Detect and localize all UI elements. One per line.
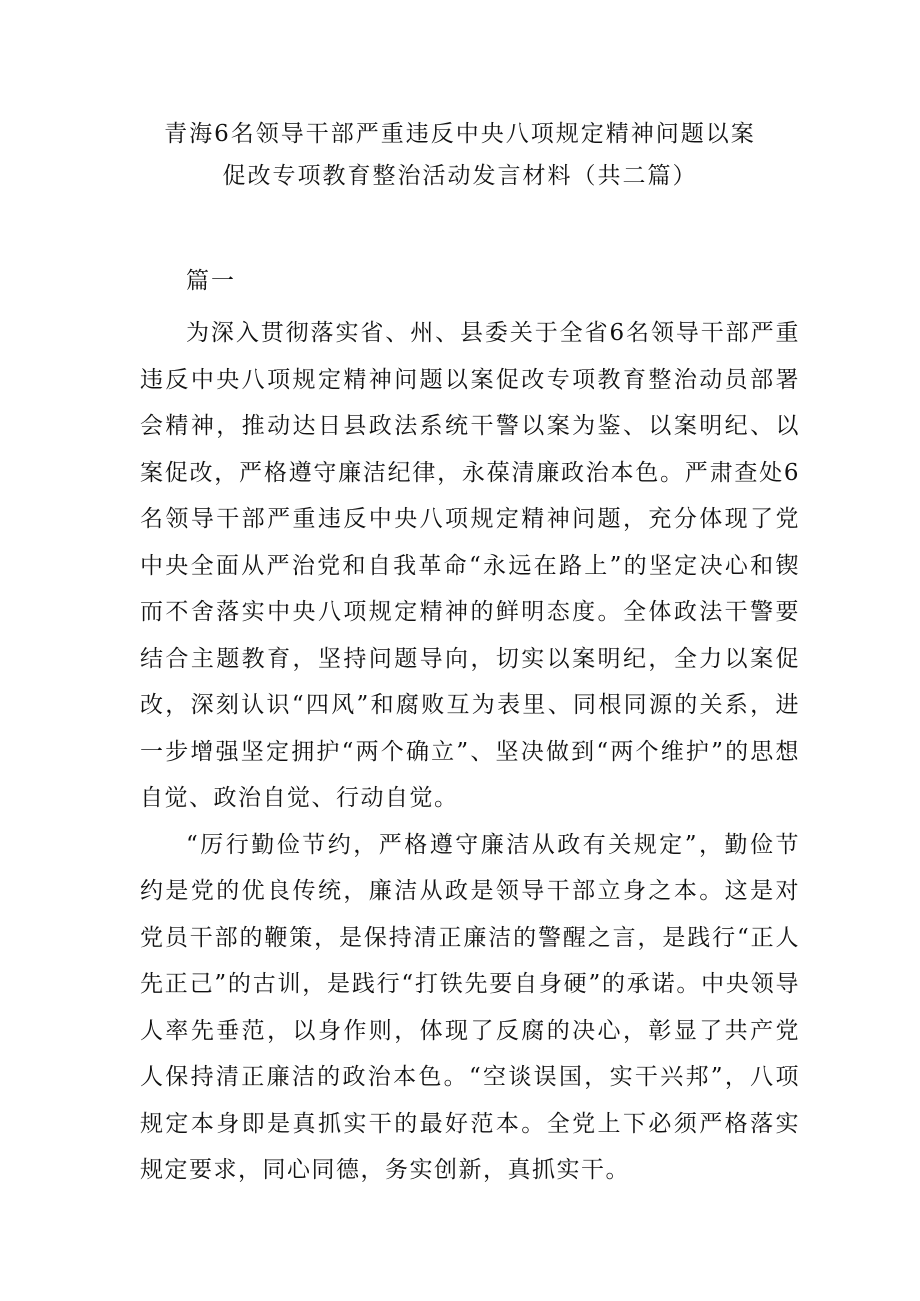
section-heading: 篇一	[186, 268, 236, 294]
body-text	[140, 310, 800, 1194]
title-line-1: 青海6名领导干部严重违反中央八项规定精神问题以案	[164, 121, 756, 147]
paragraph-2: “厉行勤俭节约，严格遵守廉洁从政有关规定”，勤俭节约是党的优良传统，廉洁从政是领导干部立身之本。这是对党员干部的鞭策，是保持清正廉洁的警醒之言，是践行“正人先正己”的古训，是践行“打铁先要自身硬”的承诺。中央领导人率先垂范，以身作则，体现了反腐的决心，彰显了共产党人保持清正廉洁的政治本色。“空谈误国，实干兴邦”，八项规定本身即是真抓实干的最好范本。全党上下必须严格落实规定要求，同心同德，务实创新，真抓实干。	[140, 831, 800, 1183]
title-line-2: 促改专项教育整治活动发言材料（共二篇）	[222, 163, 698, 189]
paragraph-1: 为深入贯彻落实省、州、县委关于全省6名领导干部严重违反中央八项规定精神问题以案促改专项教育整治动员部署会精神，推动达日县政法系统干警以案为鉴、以案明纪、以案促改，严格遵守廉洁纪律，永葆清廉政治本色。严肃查处6名领导干部严重违反中央八项规定精神问题，充分体现了党中央全面从严治党和自我革命“永远在路上”的坚定决心和锲而不舍落实中央八项规定精神的鲜明态度。全体政法干警要结合主题教育，坚持问题导向，切实以案明纪，全力以案促改，深刻认识“四风”和腐败互为表里、同根同源的关系，进一步增强坚定拥护“两个确立”、坚决做到“两个维护”的思想自觉、政治自觉、行动自觉。	[140, 320, 800, 811]
document-title	[140, 113, 780, 197]
